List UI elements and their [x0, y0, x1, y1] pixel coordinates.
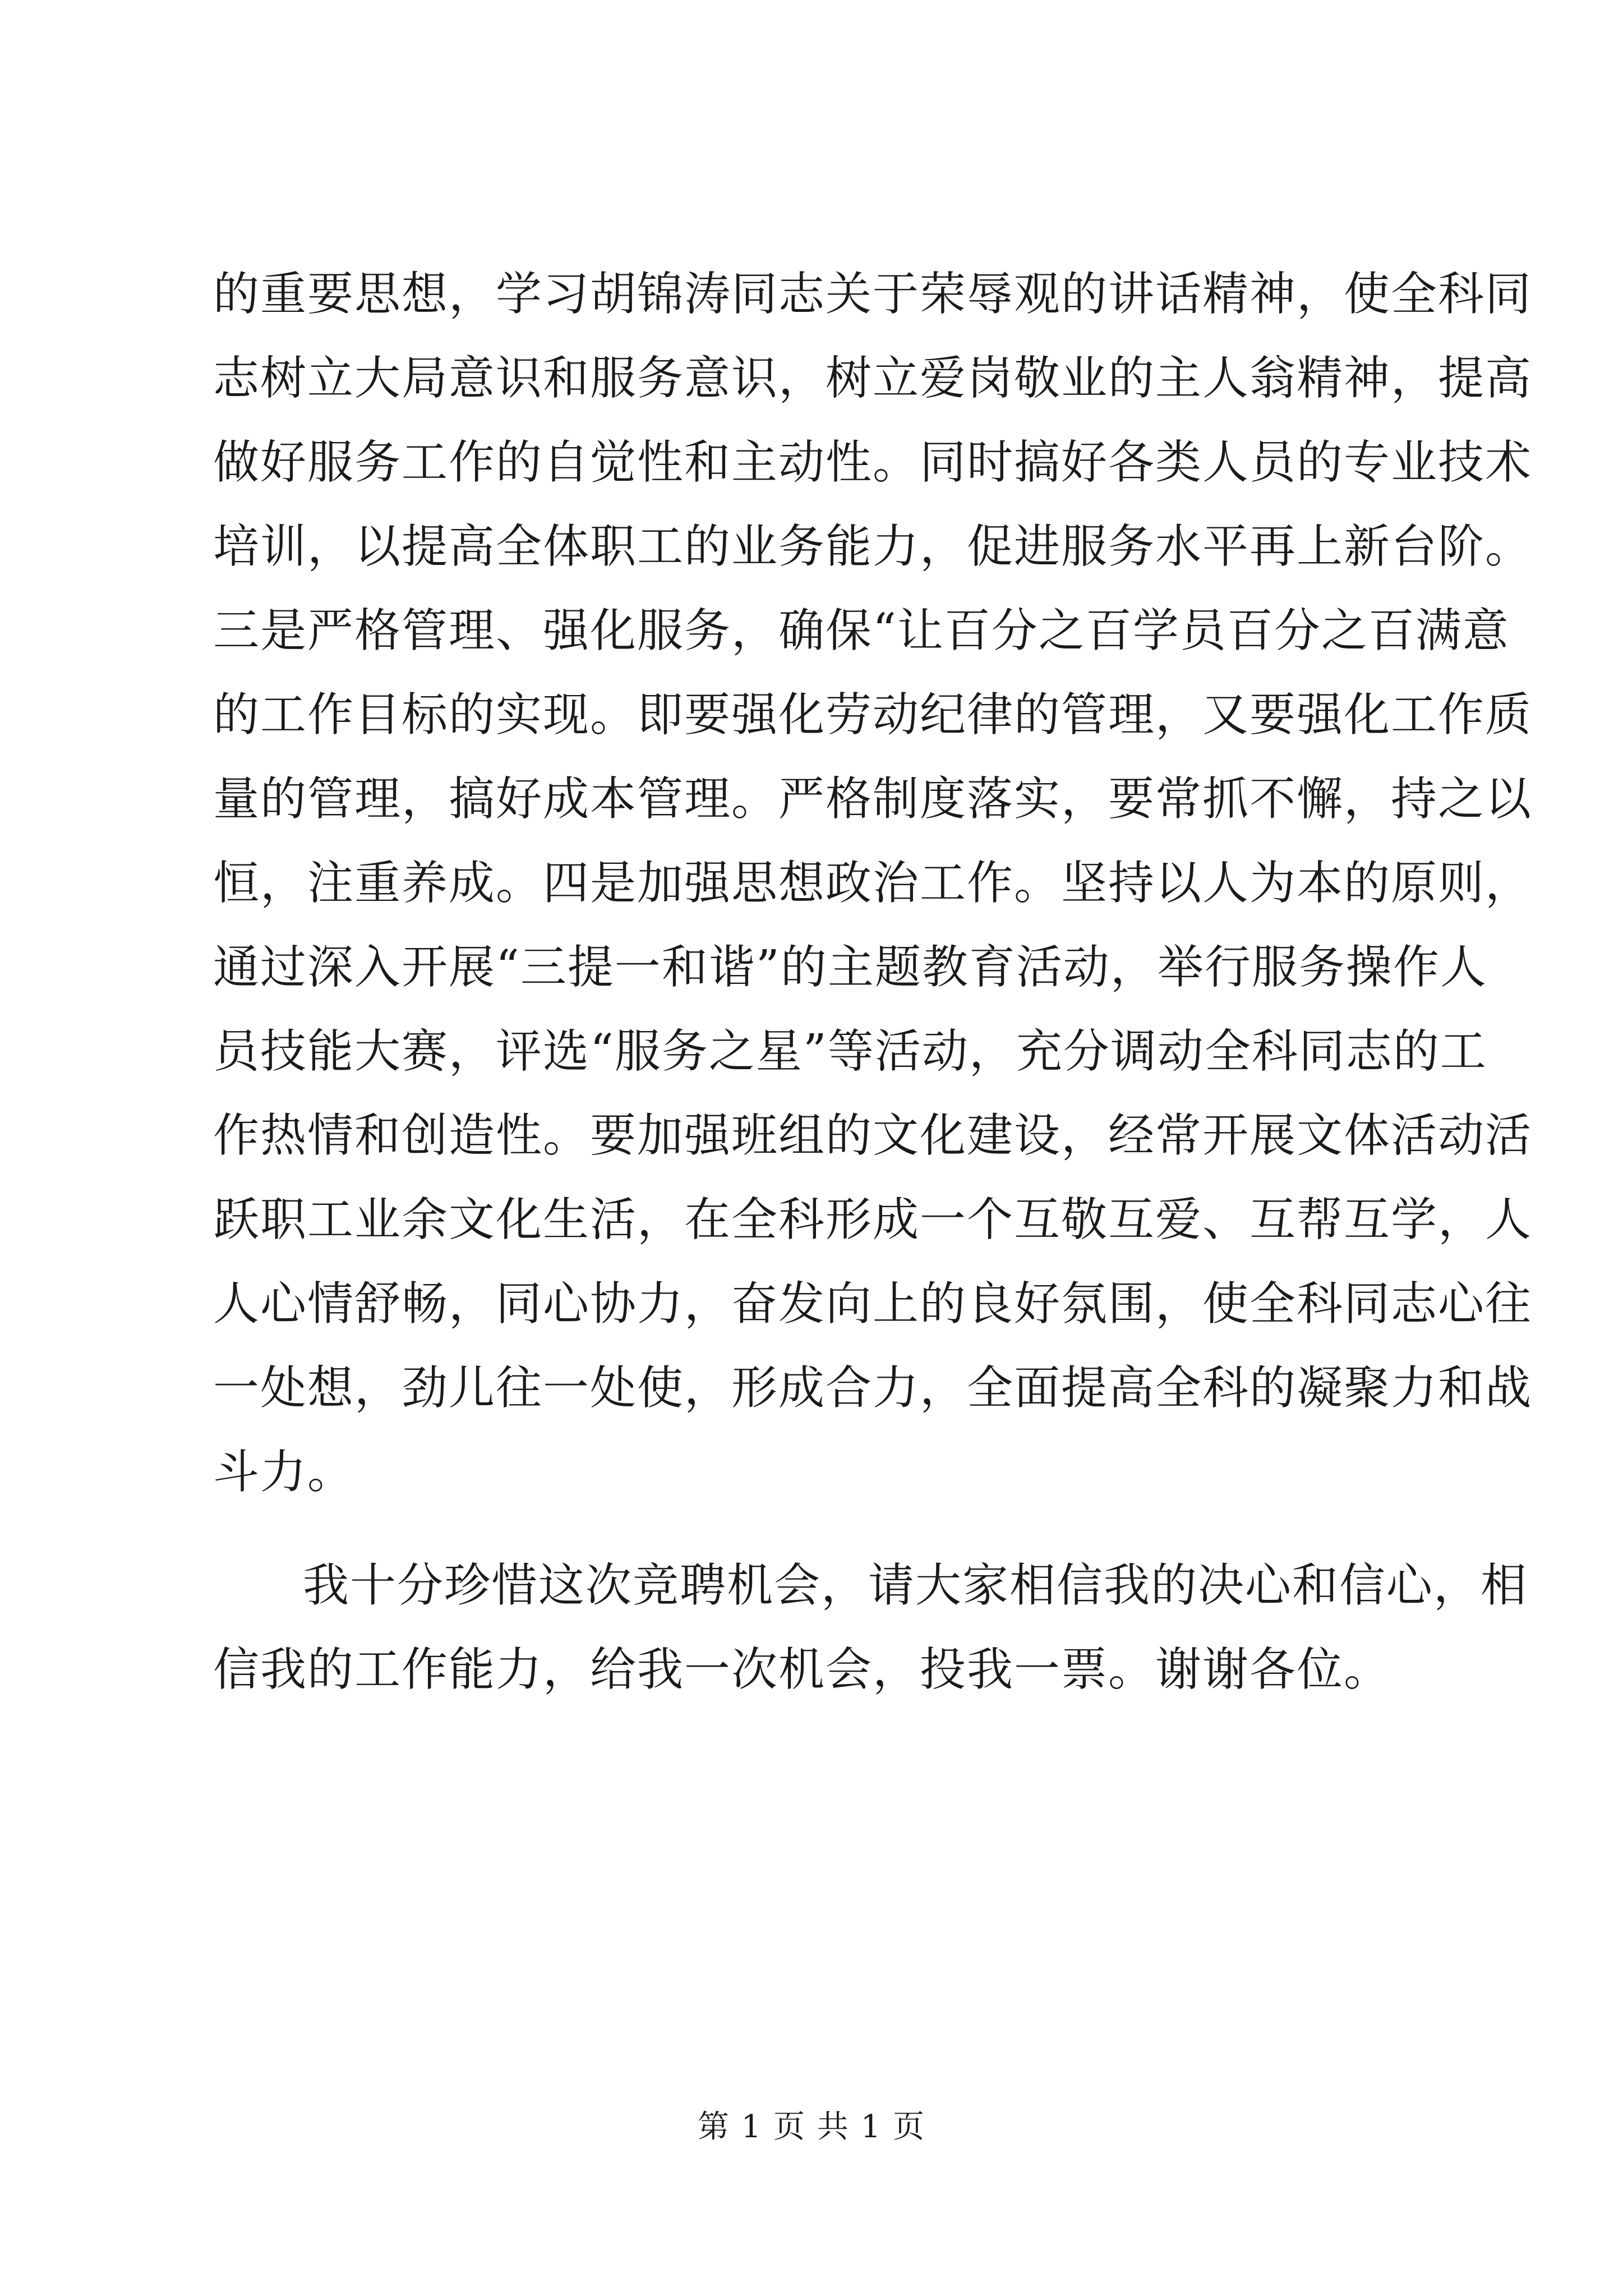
text-line: 恒，注重养成。四是加强思想政治工作。坚持以人为本的原则， [213, 857, 1533, 910]
text-line: 量的管理，搞好成本管理。严格制度落实，要常抓不懈，持之以 [213, 772, 1533, 826]
text-line: 的重要思想，学习胡锦涛同志关于荣辱观的讲话精神，使全科同 [213, 268, 1533, 321]
text-line: 人心情舒畅，同心协力，奋发向上的良好氛围，使全科同志心往 [213, 1277, 1533, 1331]
text-line: 志树立大局意识和服务意识，树立爱岗敬业的主人翁精神，提高 [213, 352, 1533, 405]
text-line: 作热情和创造性。要加强班组的文化建设，经常开展文体活动活 [213, 1109, 1533, 1162]
text-line: 培训，以提高全体职工的业务能力，促进服务水平再上新台阶。 [213, 520, 1533, 573]
text-line: 跃职工业余文化生活，在全科形成一个互敬互爱、互帮互学，人 [213, 1193, 1533, 1246]
text-line: 通过深入开展“三提一和谐”的主题教育活动，举行服务操作人 [213, 941, 1487, 994]
text-line: 我十分珍惜这次竞聘机会，请大家相信我的决心和信心，相 [303, 1559, 1528, 1612]
paragraph-2 [213, 1544, 1528, 1712]
paragraph-1 [213, 252, 1533, 1515]
text-line: 做好服务工作的自觉性和主动性。同时搞好各类人员的专业技术 [213, 436, 1533, 489]
text-line: 一处想，劲儿往一处使，形成合力，全面提高全科的凝聚力和战 [213, 1361, 1533, 1415]
text-line: 的工作目标的实现。即要强化劳动纪律的管理，又要强化工作质 [213, 688, 1533, 742]
text-line: 斗力。 [213, 1446, 355, 1499]
text-line: 三是严格管理、强化服务，确保“让百分之百学员百分之百满意 [213, 604, 1510, 657]
text-line: 信我的工作能力，给我一次机会，投我一票。谢谢各位。 [213, 1643, 1391, 1696]
page-footer: 第 1 页 共 1 页 [697, 2109, 926, 2145]
text-line: 员技能大赛，评选“服务之星”等活动，充分调动全科同志的工 [213, 1025, 1487, 1078]
body-text [213, 252, 1533, 1712]
